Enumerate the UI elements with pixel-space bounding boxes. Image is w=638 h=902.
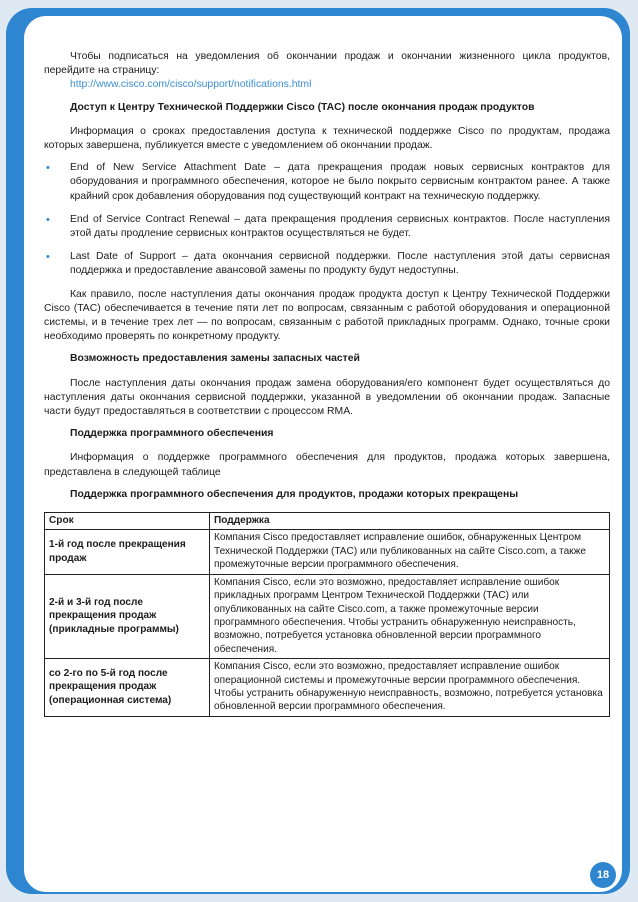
heading-table: Поддержка программного обеспечения для продуктов, продажи которых прекращены <box>70 488 519 500</box>
heading-parts: Возможность предоставления замены запасных частей <box>70 353 360 365</box>
page-number: 18 <box>590 862 616 888</box>
para-parts: После наступления даты окончания продаж замена оборудования/его компонент будет осуществляться до наступления даты окончания сервисной поддержки, указанной в уведомлении об окончании продаж. Запасные части будут предоставляться в соответствии с процессом RMA. <box>44 377 610 418</box>
bullet-icon: • <box>46 213 50 226</box>
table-header-term: Срок <box>45 513 210 530</box>
page-frame <box>6 8 630 894</box>
list-item: • End of New Service Attachment Date – дата прекращения продаж новых сервисных контрактов для оборудования и программного обеспечения, которое не было покрыто сервисным контрактом ранее. А также крайний срок добавления оборудования под существующий контракт на техническую поддержку. <box>46 162 610 202</box>
list-item: • Last Date of Support – дата окончания сервисной поддержки. После наступления этой даты сервисная поддержка и предоставление авансовой замены по продукту будут недоступны. <box>46 251 610 277</box>
table-cell-term: 1-й год после прекращения продаж <box>45 530 210 574</box>
table-header-row <box>45 513 610 530</box>
para-tac: Информация о сроках предоставления доступа к технической поддержке Cisco по продуктам, продажа которых завершена, публикуется вместе с уведомлением об окончании продаж. <box>44 125 610 152</box>
table-cell-support: Компания Cisco, если это возможно, предоставляет исправление ошибок прикладных программ Центром Технической Поддержки (TAC) или опубликованных на сайте Cisco.com, а также промежуточные версии программного обеспечения. Чтобы устранить обнаруженную неисправность, возможно, потребуется установка обновленной версии программного обеспечения. <box>210 574 610 658</box>
bullet-icon: • <box>46 251 50 264</box>
heading-tac: Доступ к Центру Технической Поддержки Cisco (TAC) после окончания продаж продуктов <box>70 101 535 113</box>
bullet-icon: • <box>46 162 50 175</box>
table-cell-support: Компания Cisco предоставляет исправление ошибок, обнаруженных Центром Технической Поддержки (TAC) или публикованных на сайте Cisco.com, а также промежуточные версии программного обеспечения. <box>210 530 610 574</box>
para-rule: Как правило, после наступления даты окончания продаж продукта доступ к Центру Технической Поддержки Cisco (TAC) обеспечивается в течение пяти лет по вопросам, связанным с работой оборудования и операционной системы, и в течение трех лет — по вопросам, связанным с работой прикладных программ. Однако, точные сроки необходимо проверять по конкретному продукту. <box>44 288 610 343</box>
intro-text: Чтобы подписаться на уведомления об окончании продаж и окончании жизненного цикла продуктов, перейдите на страницу: <box>44 51 610 77</box>
support-table <box>44 512 610 717</box>
table-cell-term: со 2-го по 5-й год после прекращения продаж (операционная система) <box>45 659 210 717</box>
table-cell-support: Компания Cisco, если это возможно, предоставляет исправление ошибок операционной системы и промежуточные версии программного обеспечения. Чтобы устранить обнаруженную неисправность, возможно, потребуется установка обновленной версии программного обеспечения. <box>210 659 610 717</box>
table-header-support: Поддержка <box>210 513 610 530</box>
para-software: Информация о поддержке программного обеспечения для продуктов, продажа которых завершена, представлена в следующей таблице <box>44 452 610 478</box>
list-item: • End of Service Contract Renewal – дата прекращения продления сервисных контрактов. После наступления этой даты продление сервисных контрактов осуществляться не будет. <box>46 213 610 240</box>
table-row <box>45 659 610 717</box>
document-body <box>44 50 610 717</box>
table-row <box>45 574 610 658</box>
page-sheet <box>24 16 622 892</box>
table-cell-term: 2-й и 3-й год после прекращения продаж (прикладные программы) <box>45 574 210 658</box>
heading-software: Поддержка программного обеспечения <box>70 428 274 440</box>
table-row <box>45 530 610 574</box>
notifications-link[interactable]: http://www.cisco.com/cisco/support/notifications.html <box>70 79 312 91</box>
